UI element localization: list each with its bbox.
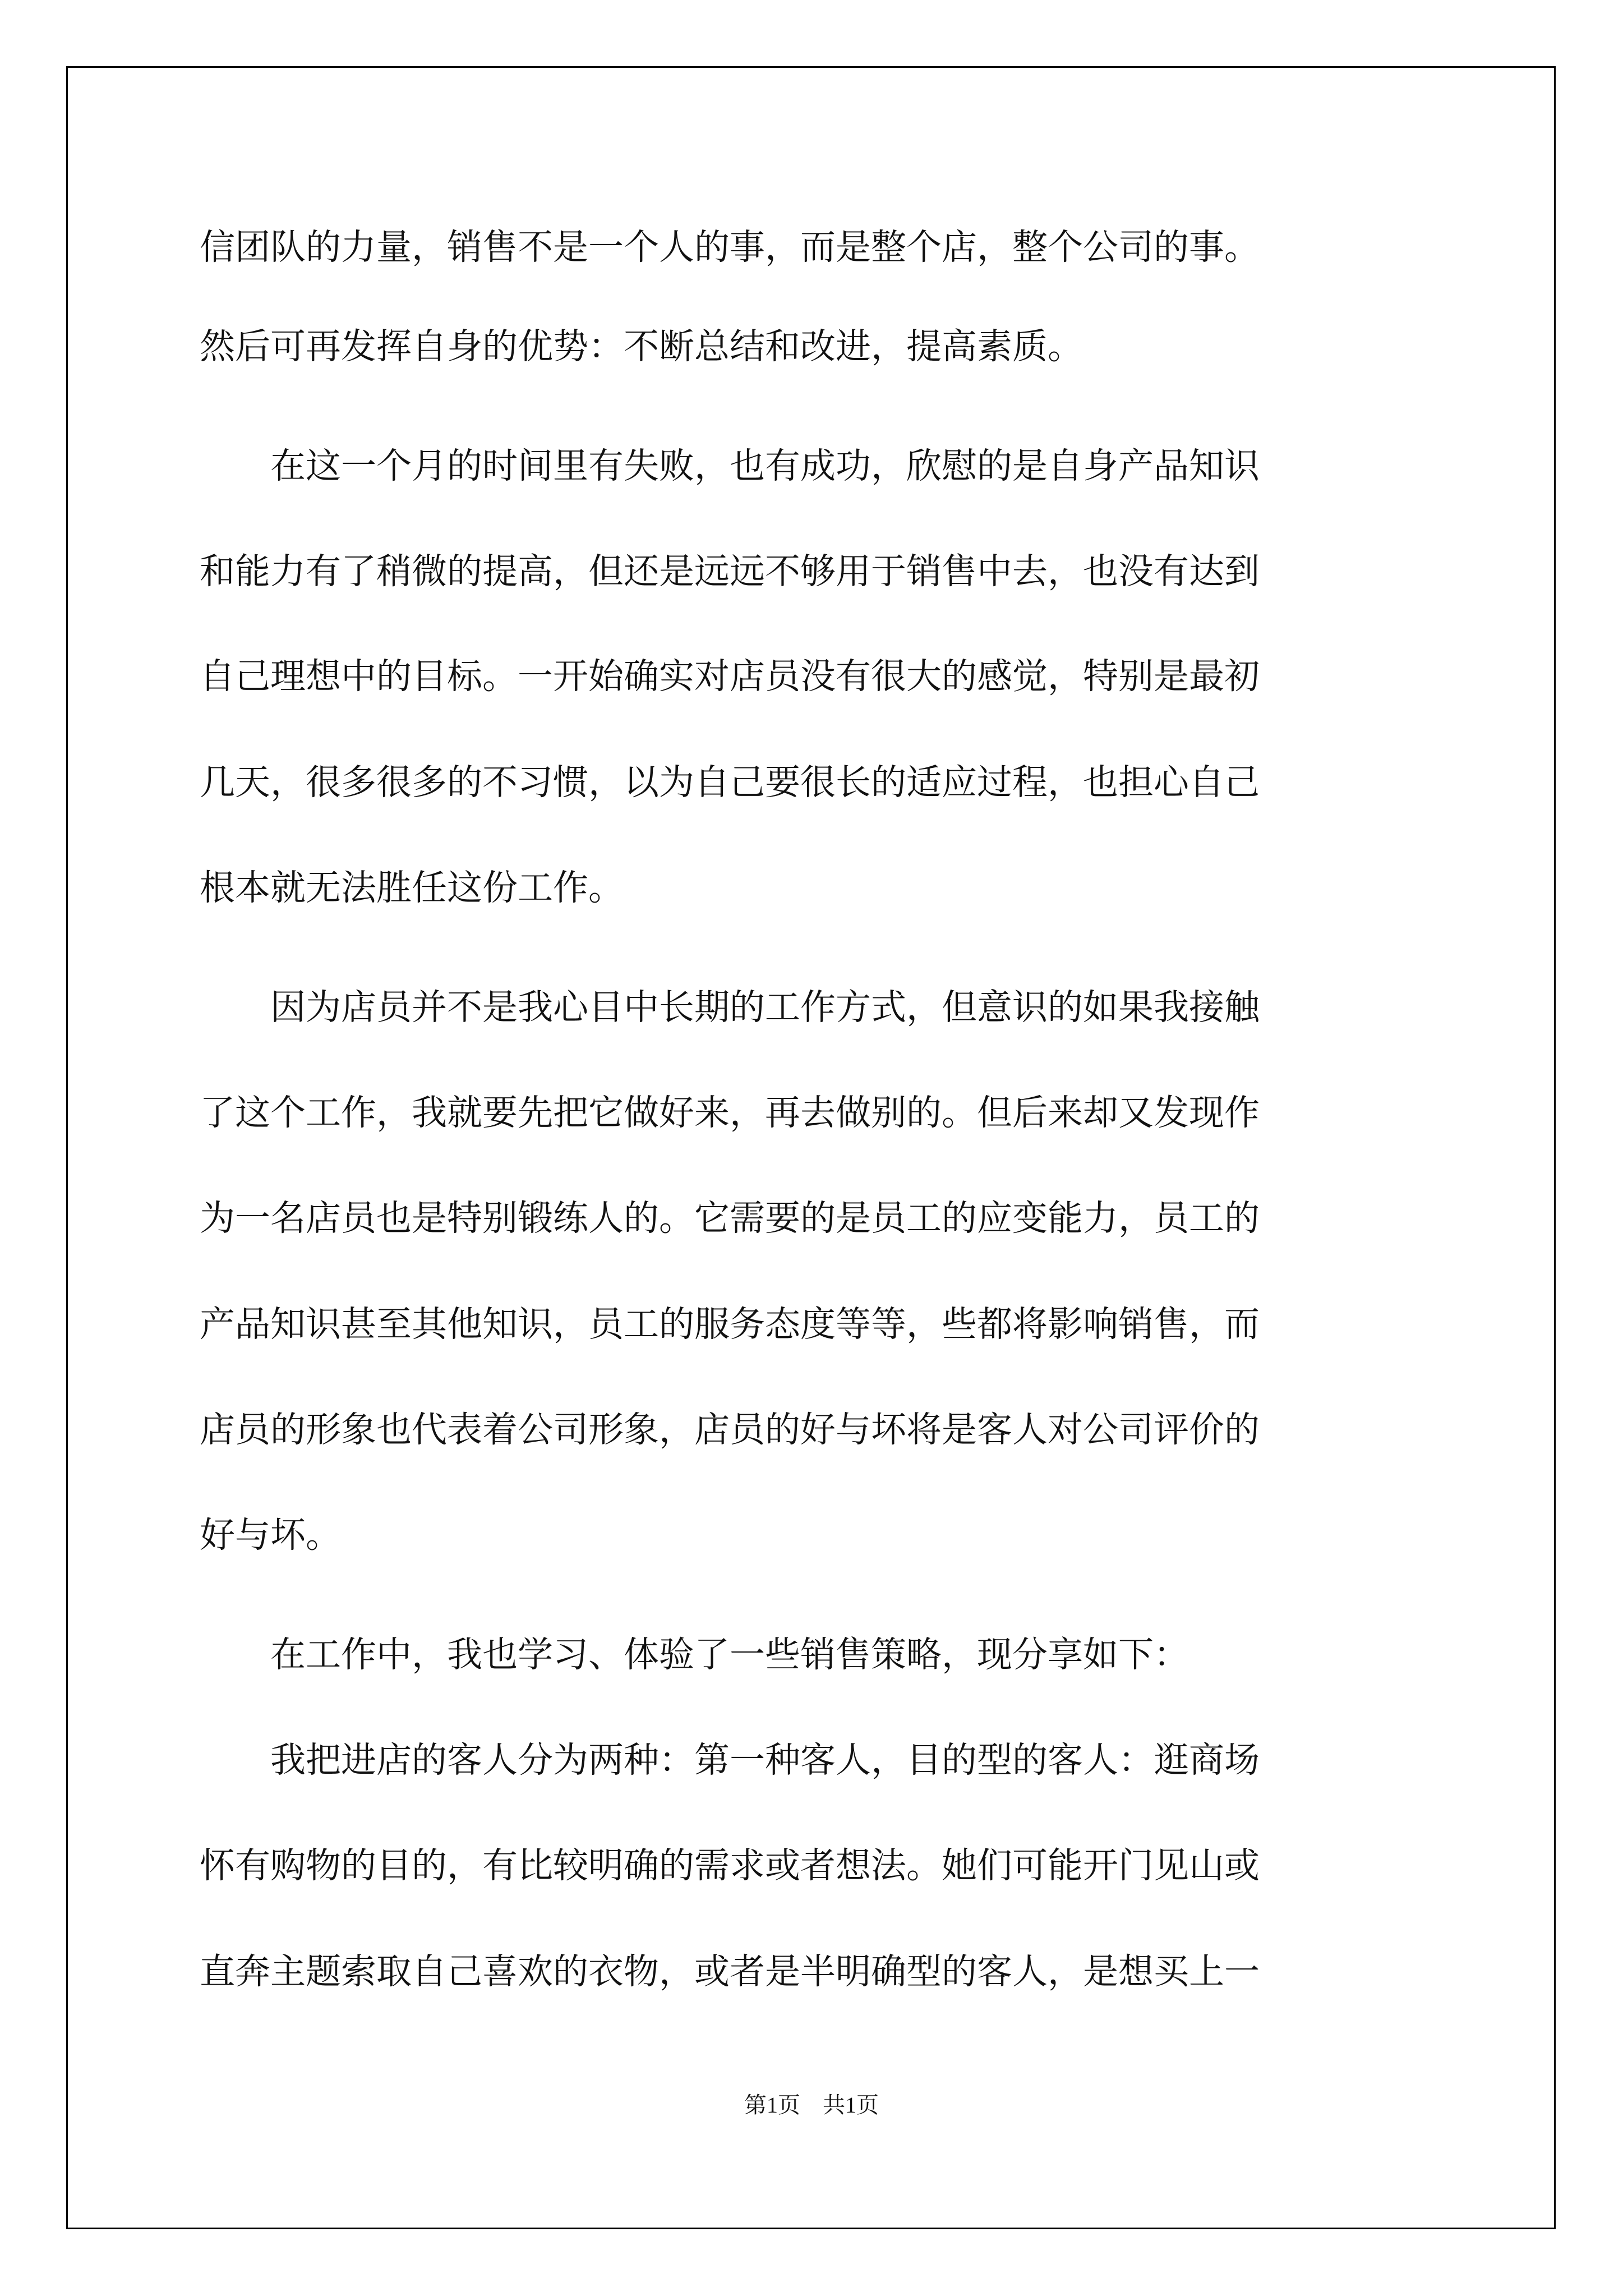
text-line: 信团队的力量，销售不是一个人的事，而是整个店，整个公司的事。 xyxy=(200,227,1260,268)
text-line: 自己理想中的目标。一开始确实对店员没有很大的感觉，特别是最初 xyxy=(200,656,1260,697)
text-line: 然后可再发挥自身的优势：不断总结和改进，提高素质。 xyxy=(200,326,1083,367)
text-line: 产品知识甚至其他知识，员工的服务态度等等，些都将影响销售，而 xyxy=(200,1304,1260,1345)
text-line: 了这个工作，我就要先把它做好来，再去做别的。但后来却又发现作 xyxy=(200,1092,1260,1133)
text-line: 我把进店的客人分为两种：第一种客人，目的型的客人：逛商场 xyxy=(200,1740,1260,1780)
text-line: 和能力有了稍微的提高，但还是远远不够用于销售中去，也没有达到 xyxy=(200,551,1260,592)
text-line: 因为店员并不是我心目中长期的工作方式，但意识的如果我接触 xyxy=(200,987,1260,1028)
page-border xyxy=(66,66,1556,2229)
text-line: 在工作中，我也学习、体验了一些销售策略，现分享如下： xyxy=(200,1634,1189,1675)
text-line: 为一名店员也是特别锻练人的。它需要的是员工的应变能力，员工的 xyxy=(200,1198,1260,1239)
text-line: 根本就无法胜任这份工作。 xyxy=(200,867,624,908)
text-line: 好与坏。 xyxy=(200,1515,341,1556)
page-footer: 第1页 共1页 xyxy=(744,2092,879,2118)
text-line: 几天，很多很多的不习惯，以为自己要很长的适应过程，也担心自己 xyxy=(200,762,1260,803)
text-line: 怀有购物的目的，有比较明确的需求或者想法。她们可能开门见山或 xyxy=(200,1845,1260,1886)
text-line: 直奔主题索取自己喜欢的衣物，或者是半明确型的客人，是想买上一 xyxy=(200,1951,1260,1992)
text-line: 店员的形象也代表着公司形象，店员的好与坏将是客人对公司评价的 xyxy=(200,1409,1260,1450)
text-line: 在这一个月的时间里有失败，也有成功，欣慰的是自身产品知识 xyxy=(200,445,1260,486)
